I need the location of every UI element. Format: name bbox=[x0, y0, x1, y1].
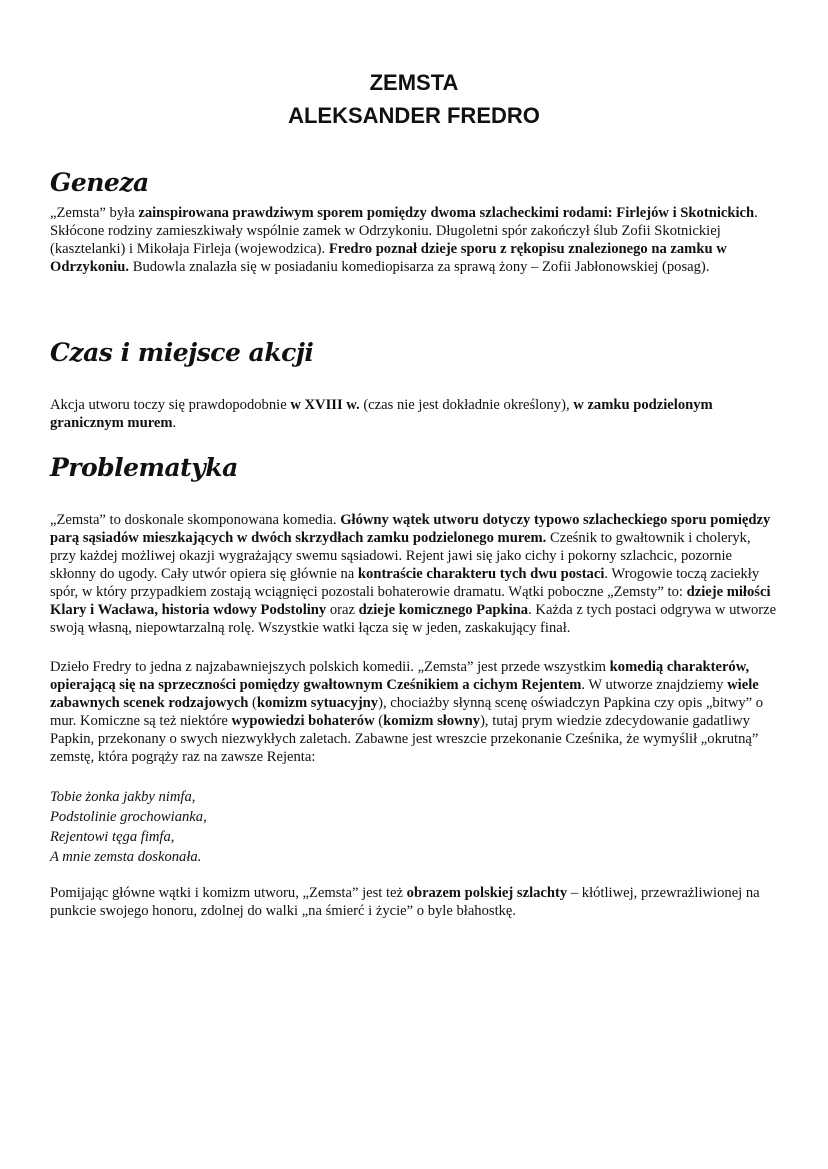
text-run: Dzieło Fredry to jedna z najzabawniejszych polskich komedii. „Zemsta” jest przede wszystkim bbox=[50, 659, 610, 675]
text-run: (czas nie jest dokładnie określony), bbox=[359, 397, 574, 413]
bold-text: obrazem polskiej szlachty bbox=[406, 885, 568, 901]
text-run: ( bbox=[374, 713, 384, 729]
text-run: . Wrogowie toczą zaciekły spór, w który przypadkiem zostają wciągnięci pozostali bohaterowie dramatu. Wątki poboczne „Zemsty” to: bbox=[50, 566, 760, 600]
text-run: Budowla znalazła się w posiadaniu komediopisarza za sprawą żony – Zofii Jabłonowskiej (posag). bbox=[129, 259, 710, 275]
heading-problematyka: Problematyka bbox=[50, 453, 238, 482]
bold-text: w XVIII w. bbox=[290, 397, 360, 413]
text-run: . W utworze znajdziemy bbox=[581, 677, 728, 693]
bold-text: komedią charakterów, opierającą się na sprzeczności pomiędzy gwałtownym Cześnikiem a cichym Rejentem bbox=[50, 659, 750, 693]
paragraph-czas-miejsce bbox=[50, 396, 780, 432]
bold-text: komizm sytuacyjny bbox=[256, 695, 379, 711]
document-title: ZEMSTA bbox=[369, 70, 459, 95]
bold-text: wiele zabawnych scenek rodzajowych bbox=[50, 677, 759, 711]
text-run: . bbox=[172, 415, 177, 431]
bold-text: zainspirowana prawdziwym sporem pomiędzy dwoma szlacheckimi rodami: Firlejów i Skotnickich bbox=[138, 205, 755, 221]
bold-text: dzieje miłości Klary i Wacława, historia wdowy Podstoliny bbox=[50, 584, 771, 618]
bold-text: Główny wątek utworu dotyczy typowo szlacheckiego sporu pomiędzy parą sąsiadów mieszkających w dwóch skrzydłach zamku podzielonego murem. bbox=[50, 512, 771, 546]
text-run: ( bbox=[248, 695, 257, 711]
bold-text: komizm słowny bbox=[383, 713, 481, 729]
bold-text: kontraście charakteru tych dwu postaci bbox=[357, 566, 605, 582]
text-run: Pomijając główne wątki i komizm utworu, „Zemsta” jest też bbox=[50, 885, 407, 901]
text-run: . Skłócone rodziny zamieszkiwały wspólnie zamek w Odrzykoniu. Długoletni spór zakończył ślub Zofii Skotnickiej (kasztelanki) i Mikołaja Firleja (wojewodzica). bbox=[50, 205, 758, 257]
paragraph-closing bbox=[50, 884, 780, 920]
poem-line: Rejentowi tęga fimfa, bbox=[50, 829, 175, 845]
paragraph-problematyka-1 bbox=[50, 511, 780, 637]
bold-text: wypowiedzi bohaterów bbox=[231, 713, 375, 729]
text-run: „Zemsta” była bbox=[50, 205, 139, 221]
heading-czas-miejsce: Czas i miejsce akcji bbox=[50, 338, 314, 367]
heading-geneza: Geneza bbox=[50, 168, 149, 197]
text-run: ), chociażby słynną scenę oświadczyn Papkina czy opis „bitwy” o mur. Komiczne są też niektóre bbox=[50, 695, 764, 729]
document-author: ALEKSANDER FREDRO bbox=[288, 103, 540, 128]
text-run: – kłótliwej, przewrażliwionej na punkcie swojego honoru, zdolnej do walki „na śmierć i życie” o byle błahostkę. bbox=[50, 885, 760, 919]
paragraph-geneza bbox=[50, 204, 780, 276]
poem-quote bbox=[50, 787, 780, 867]
text-run: ), tutaj prym wiedzie zdecydowanie gadatliwy Papkin, przekonany o swych niezwykłych zaletach. Zabawne jest wreszcie przekonanie Cześnika, że wymyślił „okrutną” zemstę, która pogrąży raz na zawsze Rejenta: bbox=[50, 713, 759, 765]
text-run: Akcja utworu toczy się prawdopodobnie bbox=[50, 397, 291, 413]
text-run: Cześnik to gwałtownik i choleryk, przy każdej możliwej okazji wygrażający swemu sąsiadowi. Rejent jawi się jako cichy i pokorny szlachcic, pozornie skłonny do ugody. Cały utwór opiera się głównie na bbox=[50, 530, 751, 582]
poem-line: Podstolinie grochowianka, bbox=[50, 809, 207, 825]
poem-line: A mnie zemsta doskonała. bbox=[50, 849, 202, 865]
bold-text: w zamku podzielonym granicznym murem bbox=[50, 397, 713, 431]
bold-text: dzieje komicznego Papkina bbox=[358, 602, 529, 618]
poem-line: Tobie żonka jakby nimfa, bbox=[50, 789, 196, 805]
bold-text: Fredro poznał dzieje sporu z rękopisu znalezionego na zamku w Odrzykoniu. bbox=[50, 241, 727, 275]
text-run: . Każda z tych postaci odgrywa w utworze swoją własną, niepowtarzalną rolę. Wszystkie watki łącza się w jeden, zaskakujący finał. bbox=[50, 602, 777, 636]
text-run: oraz bbox=[326, 602, 359, 618]
text-run: „Zemsta” to doskonale skomponowana komedia. bbox=[50, 512, 341, 528]
paragraph-problematyka-2 bbox=[50, 658, 780, 766]
